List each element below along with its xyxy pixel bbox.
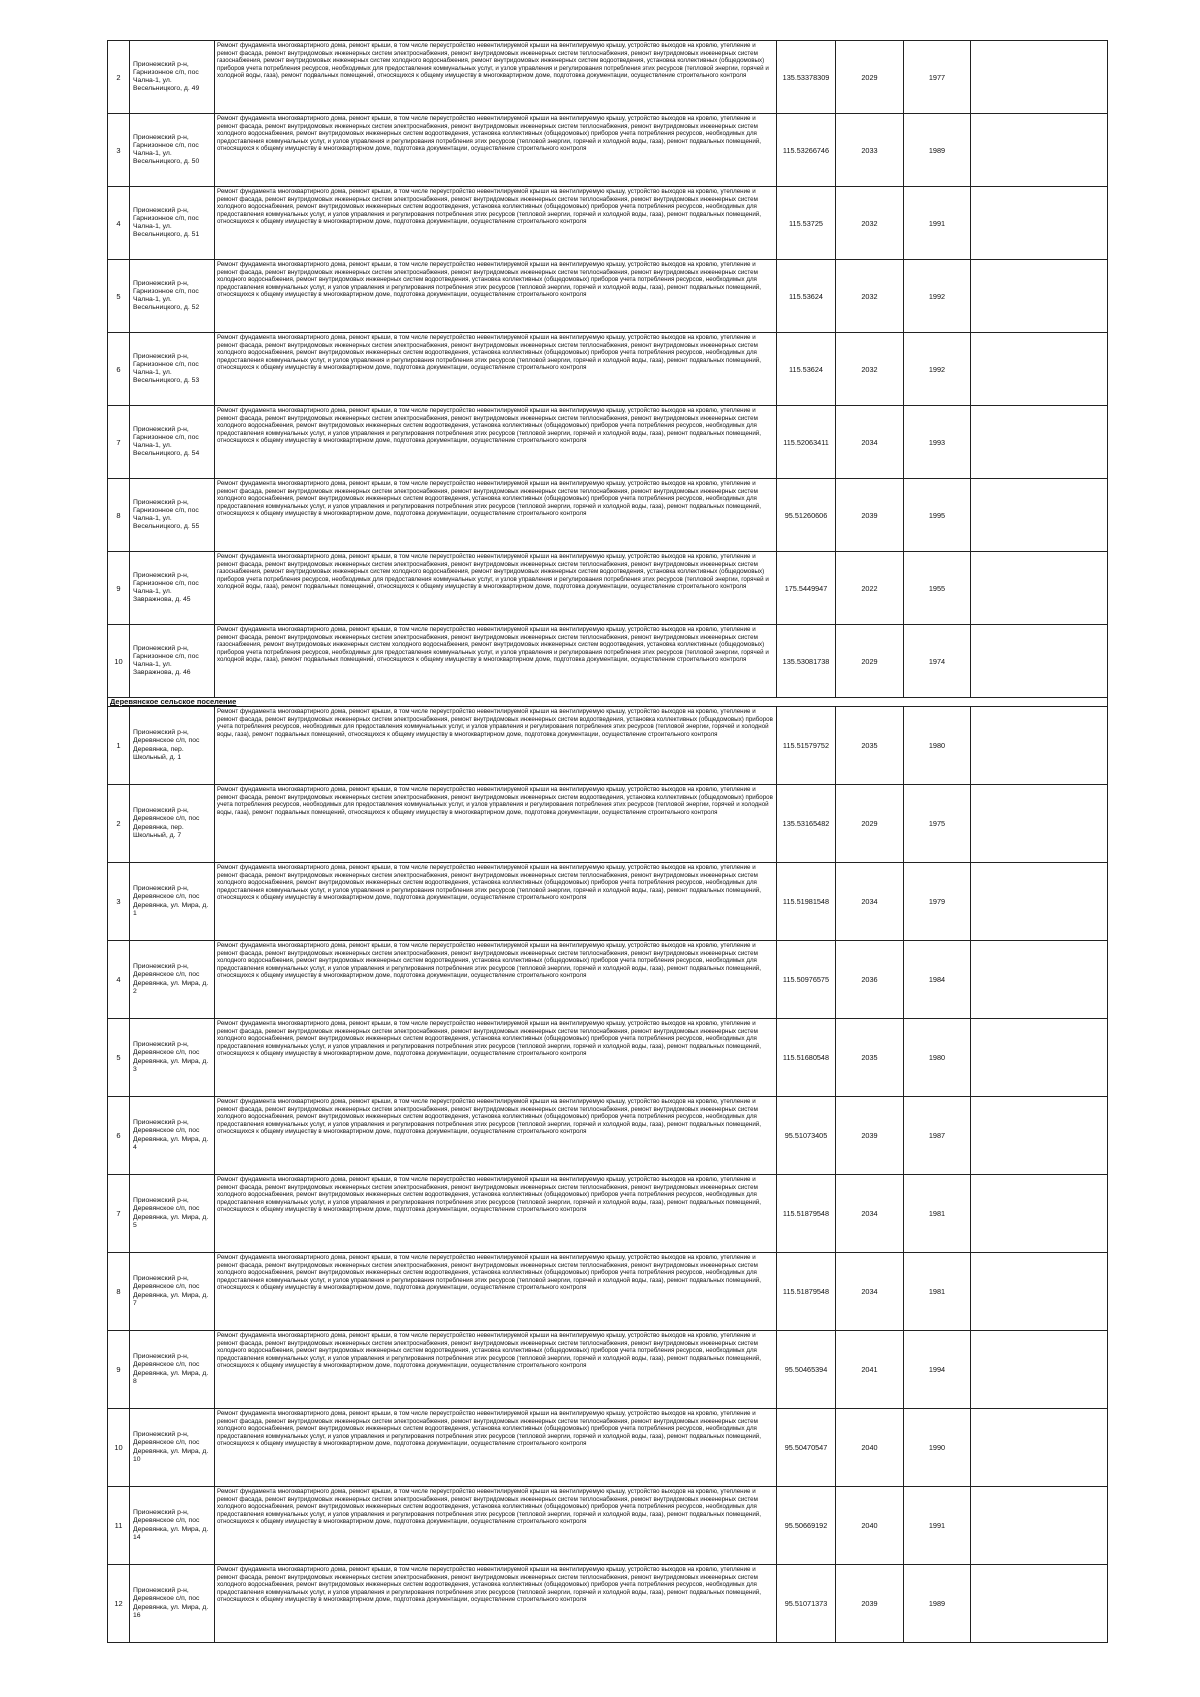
repair-cost: 115.51981548 [777,863,836,941]
repair-year: 2032 [836,333,904,406]
build-year: 1974 [904,625,971,698]
empty-cell [971,1175,1108,1253]
house-address: Прионежский р-н, Гарнизонное с/п, пос Чална-1, ул. Весельницкого, д. 49 [130,41,215,114]
repair-works: Ремонт фундамента многоквартирного дома, ремонт крыши, в том числе переустройство невентилируемой крыши на вентилируемую крышу, устройство выходов на кровлю, утепление и ремонт фасада, ремонт внутридомовых инженерных систем электроснабжения, ремонт внутридомовых инженерных систем теплоснабжения, ремонт внутридомовых инженерных систем холодного водоснабжения, ремонт внутридомовых инженерных систем водоотведения, установка коллективных (общедомовых) приборов учета потребления ресурсов, необходимых для предоставления коммунальных услуг, и узлов управления и регулирования потребления этих ресурсов (тепловой энергии, горячей и холодной воды, газа), ремонт подвальных помещений, относящихся к общему имуществу в многоквартирном доме, подготовка документации, осуществление строительного контроля [215,1565,777,1643]
repair-works: Ремонт фундамента многоквартирного дома, ремонт крыши, в том числе переустройство невентилируемой крыши на вентилируемую крышу, устройство выходов на кровлю, утепление и ремонт фасада, ремонт внутридомовых инженерных систем электроснабжения, ремонт внутридомовых инженерных систем теплоснабжения, ремонт внутридомовых инженерных систем холодного водоснабжения, ремонт внутридомовых инженерных систем водоотведения, установка коллективных (общедомовых) приборов учета потребления ресурсов, необходимых для предоставления коммунальных услуг, и узлов управления и регулирования потребления этих ресурсов (тепловой энергии, горячей и холодной воды, газа), ремонт подвальных помещений, относящихся к общему имуществу в многоквартирном доме, подготовка документации, осуществление строительного контроля [215,406,777,479]
build-year: 1955 [904,552,971,625]
empty-cell [971,187,1108,260]
empty-cell [971,707,1108,785]
table-row [108,1097,1108,1175]
empty-cell [971,941,1108,1019]
repair-cost: 115.50976575 [777,941,836,1019]
table-row [108,41,1108,114]
table-row [108,187,1108,260]
repair-year: 2029 [836,785,904,863]
row-number: 1 [108,707,130,785]
build-year: 1987 [904,1097,971,1175]
repair-cost: 115.53624 [777,260,836,333]
build-year: 1981 [904,1253,971,1331]
repair-year: 2039 [836,1565,904,1643]
repair-cost: 115.53624 [777,333,836,406]
table-row [108,260,1108,333]
build-year: 1979 [904,863,971,941]
repair-year: 2034 [836,406,904,479]
repair-cost: 115.51879548 [777,1175,836,1253]
house-address: Прионежский р-н, Деревянское с/п, пос Деревянка, ул. Мира, д. 3 [130,1019,215,1097]
repair-works: Ремонт фундамента многоквартирного дома, ремонт крыши, в том числе переустройство невентилируемой крыши на вентилируемую крышу, устройство выходов на кровлю, утепление и ремонт фасада, ремонт внутридомовых инженерных систем электроснабжения, ремонт внутридомовых инженерных систем теплоснабжения, ремонт внутридомовых инженерных систем холодного водоснабжения, ремонт внутридомовых инженерных систем водоотведения, установка коллективных (общедомовых) приборов учета потребления ресурсов, необходимых для предоставления коммунальных услуг, и узлов управления и регулирования потребления этих ресурсов (тепловой энергии, горячей и холодной воды, газа), ремонт подвальных помещений, относящихся к общему имуществу в многоквартирном доме, подготовка документации, осуществление строительного контроля [215,1487,777,1565]
repair-works: Ремонт фундамента многоквартирного дома, ремонт крыши, в том числе переустройство невентилируемой крыши на вентилируемую крышу, устройство выходов на кровлю, утепление и ремонт фасада, ремонт внутридомовых инженерных систем электроснабжения, ремонт внутридомовых инженерных систем теплоснабжения, ремонт внутридомовых инженерных систем газоснабжения, ремонт внутридомовых инженерных систем холодного водоснабжения, ремонт внутридомовых инженерных систем водоотведения, установка коллективных (общедомовых) приборов учета потребления ресурсов, необходимых для предоставления коммунальных услуг, и узлов управления и регулирования потребления этих ресурсов (тепловой энергии, горячей и холодной воды, газа), ремонт подвальных помещений, относящихся к общему имуществу в многоквартирном доме, подготовка документации, осуществление строительного контроля [215,552,777,625]
repair-works: Ремонт фундамента многоквартирного дома, ремонт крыши, в том числе переустройство невентилируемой крыши на вентилируемую крышу, устройство выходов на кровлю, утепление и ремонт фасада, ремонт внутридомовых инженерных систем электроснабжения, ремонт внутридомовых инженерных систем теплоснабжения, ремонт внутридомовых инженерных систем газоснабжения, ремонт внутридомовых инженерных систем холодного водоснабжения, ремонт внутридомовых инженерных систем водоотведения, установка коллективных (общедомовых) приборов учета потребления ресурсов, необходимых для предоставления коммунальных услуг, и узлов управления и регулирования потребления этих ресурсов (тепловой энергии, горячей и холодной воды, газа), ремонт подвальных помещений, относящихся к общему имуществу в многоквартирном доме, подготовка документации, осуществление строительного контроля [215,625,777,698]
repair-year: 2036 [836,941,904,1019]
repair-cost: 95.50470547 [777,1409,836,1487]
build-year: 1993 [904,406,971,479]
repair-cost: 95.51071373 [777,1565,836,1643]
repair-works: Ремонт фундамента многоквартирного дома, ремонт крыши, в том числе переустройство невентилируемой крыши на вентилируемую крышу, устройство выходов на кровлю, утепление и ремонт фасада, ремонт внутридомовых инженерных систем электроснабжения, ремонт внутридомовых инженерных систем водоотведения, установка коллективных (общедомовых) приборов учета потребления ресурсов, необходимых для предоставления коммунальных услуг, и узлов управления и регулирования потребления этих ресурсов (тепловой энергии, горячей и холодной воды, газа), ремонт подвальных помещений, относящихся к общему имуществу в многоквартирном доме, подготовка документации, осуществление строительного контроля [215,785,777,863]
house-address: Прионежский р-н, Гарнизонное с/п, пос Чална-1, ул. Завражнова, д. 45 [130,552,215,625]
table-row [108,406,1108,479]
row-number: 7 [108,1175,130,1253]
repair-works: Ремонт фундамента многоквартирного дома, ремонт крыши, в том числе переустройство невентилируемой крыши на вентилируемую крышу, устройство выходов на кровлю, утепление и ремонт фасада, ремонт внутридомовых инженерных систем электроснабжения, ремонт внутридомовых инженерных систем теплоснабжения, ремонт внутридомовых инженерных систем холодного водоснабжения, ремонт внутридомовых инженерных систем водоотведения, установка коллективных (общедомовых) приборов учета потребления ресурсов, необходимых для предоставления коммунальных услуг, и узлов управления и регулирования потребления этих ресурсов (тепловой энергии, горячей и холодной воды, газа), ремонт подвальных помещений, относящихся к общему имуществу в многоквартирном доме, подготовка документации, осуществление строительного контроля [215,941,777,1019]
repair-year: 2034 [836,863,904,941]
table-row [108,1487,1108,1565]
repair-year: 2040 [836,1487,904,1565]
repair-works: Ремонт фундамента многоквартирного дома, ремонт крыши, в том числе переустройство невентилируемой крыши на вентилируемую крышу, устройство выходов на кровлю, утепление и ремонт фасада, ремонт внутридомовых инженерных систем электроснабжения, ремонт внутридомовых инженерных систем теплоснабжения, ремонт внутридомовых инженерных систем холодного водоснабжения, ремонт внутридомовых инженерных систем водоотведения, установка коллективных (общедомовых) приборов учета потребления ресурсов, необходимых для предоставления коммунальных услуг, и узлов управления и регулирования потребления этих ресурсов (тепловой энергии, горячей и холодной воды, газа), ремонт подвальных помещений, относящихся к общему имуществу в многоквартирном доме, подготовка документации, осуществление строительного контроля [215,260,777,333]
table-body [108,41,1108,1643]
repair-cost: 115.51680548 [777,1019,836,1097]
row-number: 11 [108,1487,130,1565]
house-address: Прионежский р-н, Деревянское с/п, пос Деревянка, ул. Мира, д. 7 [130,1253,215,1331]
repair-works: Ремонт фундамента многоквартирного дома, ремонт крыши, в том числе переустройство невентилируемой крыши на вентилируемую крышу, устройство выходов на кровлю, утепление и ремонт фасада, ремонт внутридомовых инженерных систем электроснабжения, ремонт внутридомовых инженерных систем теплоснабжения, ремонт внутридомовых инженерных систем холодного водоснабжения, ремонт внутридомовых инженерных систем водоотведения, установка коллективных (общедомовых) приборов учета потребления ресурсов, необходимых для предоставления коммунальных услуг, и узлов управления и регулирования потребления этих ресурсов (тепловой энергии, горячей и холодной воды, газа), ремонт подвальных помещений, относящихся к общему имуществу в многоквартирном доме, подготовка документации, осуществление строительного контроля [215,1019,777,1097]
build-year: 1992 [904,260,971,333]
repair-year: 2029 [836,41,904,114]
house-address: Прионежский р-н, Гарнизонное с/п, пос Чална-1, ул. Весельницкого, д. 52 [130,260,215,333]
repair-works: Ремонт фундамента многоквартирного дома, ремонт крыши, в том числе переустройство невентилируемой крыши на вентилируемую крышу, устройство выходов на кровлю, утепление и ремонт фасада, ремонт внутридомовых инженерных систем электроснабжения, ремонт внутридомовых инженерных систем теплоснабжения, ремонт внутридомовых инженерных систем холодного водоснабжения, ремонт внутридомовых инженерных систем водоотведения, установка коллективных (общедомовых) приборов учета потребления ресурсов, необходимых для предоставления коммунальных услуг, и узлов управления и регулирования потребления этих ресурсов (тепловой энергии, горячей и холодной воды, газа), ремонт подвальных помещений, относящихся к общему имуществу в многоквартирном доме, подготовка документации, осуществление строительного контроля [215,863,777,941]
build-year: 1989 [904,114,971,187]
row-number: 5 [108,1019,130,1097]
build-year: 1991 [904,187,971,260]
table-row [108,1565,1108,1643]
document-sheet [107,40,1107,1643]
repair-cost: 115.53266746 [777,114,836,187]
repair-works: Ремонт фундамента многоквартирного дома, ремонт крыши, в том числе переустройство невентилируемой крыши на вентилируемую крышу, устройство выходов на кровлю, утепление и ремонт фасада, ремонт внутридомовых инженерных систем электроснабжения, ремонт внутридомовых инженерных систем теплоснабжения, ремонт внутридомовых инженерных систем холодного водоснабжения, ремонт внутридомовых инженерных систем водоотведения, установка коллективных (общедомовых) приборов учета потребления ресурсов, необходимых для предоставления коммунальных услуг, и узлов управления и регулирования потребления этих ресурсов (тепловой энергии, горячей и холодной воды, газа), ремонт подвальных помещений, относящихся к общему имуществу в многоквартирном доме, подготовка документации, осуществление строительного контроля [215,187,777,260]
build-year: 1984 [904,941,971,1019]
empty-cell [971,1253,1108,1331]
capital-repair-table [107,40,1108,1643]
empty-cell [971,552,1108,625]
house-address: Прионежский р-н, Гарнизонное с/п, пос Чална-1, ул. Весельницкого, д. 50 [130,114,215,187]
table-row [108,479,1108,552]
house-address: Прионежский р-н, Деревянское с/п, пос Деревянка, пер. Школьный, д. 7 [130,785,215,863]
house-address: Прионежский р-н, Деревянское с/п, пос Деревянка, ул. Мира, д. 16 [130,1565,215,1643]
house-address: Прионежский р-н, Деревянское с/п, пос Деревянка, пер. Школьный, д. 1 [130,707,215,785]
row-number: 5 [108,260,130,333]
table-row [108,1331,1108,1409]
repair-works: Ремонт фундамента многоквартирного дома, ремонт крыши, в том числе переустройство невентилируемой крыши на вентилируемую крышу, устройство выходов на кровлю, утепление и ремонт фасада, ремонт внутридомовых инженерных систем электроснабжения, ремонт внутридомовых инженерных систем водоотведения, установка коллективных (общедомовых) приборов учета потребления ресурсов, необходимых для предоставления коммунальных услуг, и узлов управления и регулирования потребления этих ресурсов (тепловой энергии, горячей и холодной воды, газа), ремонт подвальных помещений, относящихся к общему имуществу в многоквартирном доме, подготовка документации, осуществление строительного контроля [215,707,777,785]
build-year: 1977 [904,41,971,114]
build-year: 1994 [904,1331,971,1409]
empty-cell [971,260,1108,333]
repair-year: 2035 [836,707,904,785]
row-number: 2 [108,785,130,863]
row-number: 2 [108,41,130,114]
empty-cell [971,406,1108,479]
repair-works: Ремонт фундамента многоквартирного дома, ремонт крыши, в том числе переустройство невентилируемой крыши на вентилируемую крышу, устройство выходов на кровлю, утепление и ремонт фасада, ремонт внутридомовых инженерных систем электроснабжения, ремонт внутридомовых инженерных систем теплоснабжения, ремонт внутридомовых инженерных систем холодного водоснабжения, ремонт внутридомовых инженерных систем водоотведения, установка коллективных (общедомовых) приборов учета потребления ресурсов, необходимых для предоставления коммунальных услуг, и узлов управления и регулирования потребления этих ресурсов (тепловой энергии, горячей и холодной воды, газа), ремонт подвальных помещений, относящихся к общему имуществу в многоквартирном доме, подготовка документации, осуществление строительного контроля [215,1409,777,1487]
build-year: 1980 [904,707,971,785]
repair-year: 2040 [836,1409,904,1487]
table-row [108,1175,1108,1253]
row-number: 6 [108,1097,130,1175]
table-row [108,333,1108,406]
repair-works: Ремонт фундамента многоквартирного дома, ремонт крыши, в том числе переустройство невентилируемой крыши на вентилируемую крышу, устройство выходов на кровлю, утепление и ремонт фасада, ремонт внутридомовых инженерных систем электроснабжения, ремонт внутридомовых инженерных систем теплоснабжения, ремонт внутридомовых инженерных систем холодного водоснабжения, ремонт внутридомовых инженерных систем водоотведения, установка коллективных (общедомовых) приборов учета потребления ресурсов, необходимых для предоставления коммунальных услуг, и узлов управления и регулирования потребления этих ресурсов (тепловой энергии, горячей и холодной воды, газа), ремонт подвальных помещений, относящихся к общему имуществу в многоквартирном доме, подготовка документации, осуществление строительного контроля [215,479,777,552]
table-row [108,552,1108,625]
build-year: 1989 [904,1565,971,1643]
empty-cell [971,1409,1108,1487]
house-address: Прионежский р-н, Деревянское с/п, пос Деревянка, ул. Мира, д. 10 [130,1409,215,1487]
section-title: Деревянское сельское поселение [108,698,1108,707]
repair-year: 2032 [836,260,904,333]
row-number: 7 [108,406,130,479]
section-header-row [108,698,1108,707]
house-address: Прионежский р-н, Деревянское с/п, пос Деревянка, ул. Мира, д. 1 [130,863,215,941]
table-row [108,941,1108,1019]
house-address: Прионежский р-н, Гарнизонное с/п, пос Чална-1, ул. Весельницкого, д. 51 [130,187,215,260]
repair-year: 2032 [836,187,904,260]
house-address: Прионежский р-н, Гарнизонное с/п, пос Чална-1, ул. Весельницкого, д. 55 [130,479,215,552]
build-year: 1990 [904,1409,971,1487]
repair-cost: 135.53081738 [777,625,836,698]
table-row [108,785,1108,863]
empty-cell [971,114,1108,187]
repair-year: 2034 [836,1175,904,1253]
repair-cost: 95.50669192 [777,1487,836,1565]
table-row [108,1253,1108,1331]
empty-cell [971,333,1108,406]
repair-cost: 175.5449947 [777,552,836,625]
repair-year: 2041 [836,1331,904,1409]
house-address: Прионежский р-н, Деревянское с/п, пос Деревянка, ул. Мира, д. 8 [130,1331,215,1409]
build-year: 1981 [904,1175,971,1253]
empty-cell [971,1487,1108,1565]
repair-cost: 115.53725 [777,187,836,260]
row-number: 3 [108,863,130,941]
build-year: 1995 [904,479,971,552]
house-address: Прионежский р-н, Гарнизонное с/п, пос Чална-1, ул. Весельницкого, д. 53 [130,333,215,406]
house-address: Прионежский р-н, Деревянское с/п, пос Деревянка, ул. Мира, д. 14 [130,1487,215,1565]
repair-works: Ремонт фундамента многоквартирного дома, ремонт крыши, в том числе переустройство невентилируемой крыши на вентилируемую крышу, устройство выходов на кровлю, утепление и ремонт фасада, ремонт внутридомовых инженерных систем электроснабжения, ремонт внутридомовых инженерных систем теплоснабжения, ремонт внутридомовых инженерных систем холодного водоснабжения, ремонт внутридомовых инженерных систем водоотведения, установка коллективных (общедомовых) приборов учета потребления ресурсов, необходимых для предоставления коммунальных услуг, и узлов управления и регулирования потребления этих ресурсов (тепловой энергии, горячей и холодной воды, газа), ремонт подвальных помещений, относящихся к общему имуществу в многоквартирном доме, подготовка документации, осуществление строительного контроля [215,1253,777,1331]
repair-cost: 95.51073405 [777,1097,836,1175]
table-row [108,114,1108,187]
repair-cost: 115.52063411 [777,406,836,479]
row-number: 8 [108,479,130,552]
row-number: 6 [108,333,130,406]
build-year: 1992 [904,333,971,406]
empty-cell [971,1565,1108,1643]
row-number: 4 [108,187,130,260]
repair-year: 2033 [836,114,904,187]
repair-year: 2034 [836,1253,904,1331]
empty-cell [971,479,1108,552]
row-number: 9 [108,552,130,625]
repair-works: Ремонт фундамента многоквартирного дома, ремонт крыши, в том числе переустройство невентилируемой крыши на вентилируемую крышу, устройство выходов на кровлю, утепление и ремонт фасада, ремонт внутридомовых инженерных систем электроснабжения, ремонт внутридомовых инженерных систем теплоснабжения, ремонт внутридомовых инженерных систем холодного водоснабжения, ремонт внутридомовых инженерных систем водоотведения, установка коллективных (общедомовых) приборов учета потребления ресурсов, необходимых для предоставления коммунальных услуг, и узлов управления и регулирования потребления этих ресурсов (тепловой энергии, горячей и холодной воды, газа), ремонт подвальных помещений, относящихся к общему имуществу в многоквартирном доме, подготовка документации, осуществление строительного контроля [215,1097,777,1175]
repair-year: 2039 [836,479,904,552]
row-number: 9 [108,1331,130,1409]
repair-works: Ремонт фундамента многоквартирного дома, ремонт крыши, в том числе переустройство невентилируемой крыши на вентилируемую крышу, устройство выходов на кровлю, утепление и ремонт фасада, ремонт внутридомовых инженерных систем электроснабжения, ремонт внутридомовых инженерных систем теплоснабжения, ремонт внутридомовых инженерных систем газоснабжения, ремонт внутридомовых инженерных систем холодного водоснабжения, ремонт внутридомовых инженерных систем водоотведения, установка коллективных (общедомовых) приборов учета потребления ресурсов, необходимых для предоставления коммунальных услуг, и узлов управления и регулирования потребления этих ресурсов (тепловой энергии, горячей и холодной воды, газа), ремонт подвальных помещений, относящихся к общему имуществу в многоквартирном доме, подготовка документации, осуществление строительного контроля [215,41,777,114]
repair-works: Ремонт фундамента многоквартирного дома, ремонт крыши, в том числе переустройство невентилируемой крыши на вентилируемую крышу, устройство выходов на кровлю, утепление и ремонт фасада, ремонт внутридомовых инженерных систем электроснабжения, ремонт внутридомовых инженерных систем теплоснабжения, ремонт внутридомовых инженерных систем холодного водоснабжения, ремонт внутридомовых инженерных систем водоотведения, установка коллективных (общедомовых) приборов учета потребления ресурсов, необходимых для предоставления коммунальных услуг, и узлов управления и регулирования потребления этих ресурсов (тепловой энергии, горячей и холодной воды, газа), ремонт подвальных помещений, относящихся к общему имуществу в многоквартирном доме, подготовка документации, осуществление строительного контроля [215,114,777,187]
repair-cost: 95.51260606 [777,479,836,552]
repair-cost: 115.51879548 [777,1253,836,1331]
build-year: 1980 [904,1019,971,1097]
repair-year: 2029 [836,625,904,698]
repair-works: Ремонт фундамента многоквартирного дома, ремонт крыши, в том числе переустройство невентилируемой крыши на вентилируемую крышу, устройство выходов на кровлю, утепление и ремонт фасада, ремонт внутридомовых инженерных систем электроснабжения, ремонт внутридомовых инженерных систем теплоснабжения, ремонт внутридомовых инженерных систем холодного водоснабжения, ремонт внутридомовых инженерных систем водоотведения, установка коллективных (общедомовых) приборов учета потребления ресурсов, необходимых для предоставления коммунальных услуг, и узлов управления и регулирования потребления этих ресурсов (тепловой энергии, горячей и холодной воды, газа), ремонт подвальных помещений, относящихся к общему имуществу в многоквартирном доме, подготовка документации, осуществление строительного контроля [215,333,777,406]
table-row [108,1409,1108,1487]
build-year: 1991 [904,1487,971,1565]
house-address: Прионежский р-н, Деревянское с/п, пос Деревянка, ул. Мира, д. 2 [130,941,215,1019]
empty-cell [971,1019,1108,1097]
empty-cell [971,785,1108,863]
empty-cell [971,41,1108,114]
empty-cell [971,625,1108,698]
repair-cost: 135.53378309 [777,41,836,114]
table-row [108,863,1108,941]
table-row [108,1019,1108,1097]
empty-cell [971,863,1108,941]
row-number: 8 [108,1253,130,1331]
row-number: 3 [108,114,130,187]
repair-year: 2035 [836,1019,904,1097]
build-year: 1975 [904,785,971,863]
house-address: Прионежский р-н, Гарнизонное с/п, пос Чална-1, ул. Завражнова, д. 46 [130,625,215,698]
repair-year: 2022 [836,552,904,625]
row-number: 10 [108,1409,130,1487]
repair-cost: 115.51579752 [777,707,836,785]
repair-year: 2039 [836,1097,904,1175]
row-number: 12 [108,1565,130,1643]
repair-cost: 135.53165482 [777,785,836,863]
repair-works: Ремонт фундамента многоквартирного дома, ремонт крыши, в том числе переустройство невентилируемой крыши на вентилируемую крышу, устройство выходов на кровлю, утепление и ремонт фасада, ремонт внутридомовых инженерных систем электроснабжения, ремонт внутридомовых инженерных систем теплоснабжения, ремонт внутридомовых инженерных систем холодного водоснабжения, ремонт внутридомовых инженерных систем водоотведения, установка коллективных (общедомовых) приборов учета потребления ресурсов, необходимых для предоставления коммунальных услуг, и узлов управления и регулирования потребления этих ресурсов (тепловой энергии, горячей и холодной воды, газа), ремонт подвальных помещений, относящихся к общему имуществу в многоквартирном доме, подготовка документации, осуществление строительного контроля [215,1331,777,1409]
house-address: Прионежский р-н, Деревянское с/п, пос Деревянка, ул. Мира, д. 5 [130,1175,215,1253]
table-row [108,625,1108,698]
empty-cell [971,1097,1108,1175]
house-address: Прионежский р-н, Деревянское с/п, пос Деревянка, ул. Мира, д. 4 [130,1097,215,1175]
table-row [108,707,1108,785]
repair-works: Ремонт фундамента многоквартирного дома, ремонт крыши, в том числе переустройство невентилируемой крыши на вентилируемую крышу, устройство выходов на кровлю, утепление и ремонт фасада, ремонт внутридомовых инженерных систем электроснабжения, ремонт внутридомовых инженерных систем теплоснабжения, ремонт внутридомовых инженерных систем холодного водоснабжения, ремонт внутридомовых инженерных систем водоотведения, установка коллективных (общедомовых) приборов учета потребления ресурсов, необходимых для предоставления коммунальных услуг, и узлов управления и регулирования потребления этих ресурсов (тепловой энергии, горячей и холодной воды, газа), ремонт подвальных помещений, относящихся к общему имуществу в многоквартирном доме, подготовка документации, осуществление строительного контроля [215,1175,777,1253]
empty-cell [971,1331,1108,1409]
repair-cost: 95.50465394 [777,1331,836,1409]
house-address: Прионежский р-н, Гарнизонное с/п, пос Чална-1, ул. Весельницкого, д. 54 [130,406,215,479]
row-number: 10 [108,625,130,698]
row-number: 4 [108,941,130,1019]
